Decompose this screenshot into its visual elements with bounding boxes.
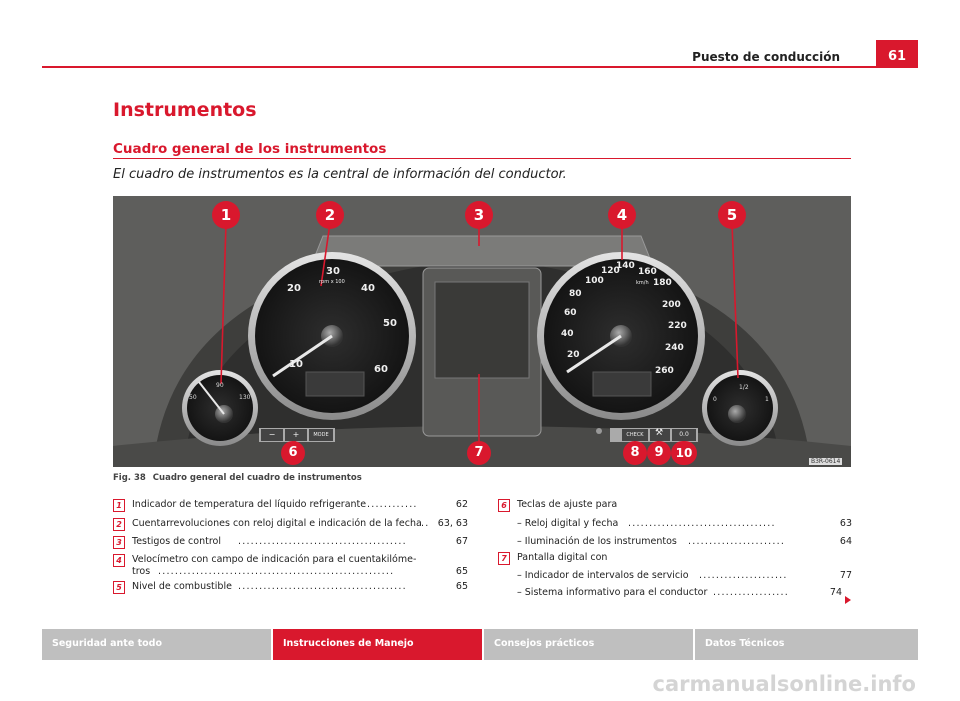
legend-text-4: Velocímetro con campo de indicación para el cuentakilóme- xyxy=(132,554,417,565)
speed-tick-240: 240 xyxy=(665,343,684,353)
legend-badge-1: 1 xyxy=(113,499,125,512)
legend-text-7b: – Sistema informativo para el conductor xyxy=(517,587,708,598)
leader-dots: ....................... xyxy=(688,536,786,547)
legend-badge-5: 5 xyxy=(113,581,125,594)
speedometer-dial xyxy=(557,258,697,388)
speed-tick-100: 100 xyxy=(585,276,604,286)
caption-text: Cuadro general del cuadro de instrumentos xyxy=(152,473,362,483)
figure-caption xyxy=(113,473,362,483)
speed-tick-120: 120 xyxy=(601,266,620,276)
instrument-cluster-figure xyxy=(113,196,851,467)
legend-text-1: Indicador de temperatura del líquido refrigerante xyxy=(132,499,367,510)
caption-label: Fig. 38 xyxy=(113,473,146,483)
speed-unit: km/h xyxy=(636,280,649,286)
legend-page-3: 67 xyxy=(455,536,468,547)
temp-gauge-dial xyxy=(189,382,253,412)
speed-tick-20: 20 xyxy=(567,350,580,360)
temp-tick-90: 90 xyxy=(216,382,224,389)
legend-badge-4: 4 xyxy=(113,554,125,567)
legend-page-1: 62 xyxy=(455,499,468,510)
leader-dots: .. xyxy=(421,518,430,529)
leader-dots: ................................... xyxy=(628,518,776,529)
tab-datos[interactable]: Datos Técnicos xyxy=(695,629,918,660)
speed-tick-180: 180 xyxy=(653,278,672,288)
legend-page-6b: 64 xyxy=(839,536,852,547)
legend-page-2: 63, 63 xyxy=(437,518,468,529)
figure-code: B3R-0614 xyxy=(811,458,841,465)
speed-tick-40: 40 xyxy=(561,329,574,339)
speed-tick-160: 160 xyxy=(638,267,657,277)
speed-tick-200: 200 xyxy=(662,300,681,310)
leader-dots: .................. xyxy=(713,587,789,598)
legend-page-7a: 77 xyxy=(839,570,852,581)
callout-5: 5 xyxy=(718,201,746,229)
speed-tick-140: 140 xyxy=(616,261,635,271)
subtitle-rule xyxy=(113,158,851,159)
speed-tick-80: 80 xyxy=(569,289,582,299)
tach-tick-50: 50 xyxy=(383,318,397,329)
wrench-icon: ⚒ xyxy=(655,428,664,438)
page-number: 61 xyxy=(876,40,918,68)
fuel-tick-half: 1/2 xyxy=(739,384,749,391)
tach-tick-10: 10 xyxy=(289,359,303,370)
watermark: carmanualsonline.info xyxy=(652,672,916,696)
tach-tick-40: 40 xyxy=(361,283,375,294)
legend-text-3: Testigos de control xyxy=(132,536,221,547)
section-title: Puesto de conducción xyxy=(692,50,840,64)
callout-4: 4 xyxy=(608,201,636,229)
speed-tick-60: 60 xyxy=(564,308,577,318)
reset-button[interactable]: 0.0 xyxy=(672,429,696,441)
temp-tick-50: 50 xyxy=(189,394,197,401)
mode-button[interactable]: MODE xyxy=(309,429,333,441)
leader-dots: ........................................................ xyxy=(158,566,395,577)
legend-badge-7: 7 xyxy=(498,552,510,565)
minus-button[interactable]: − xyxy=(261,429,283,441)
legend-text-6a: – Reloj digital y fecha xyxy=(517,518,619,529)
callout-6: 6 xyxy=(281,441,305,465)
legend-page-7b: 74 xyxy=(829,587,842,598)
legend-text-6b: – Iluminación de los instrumentos xyxy=(517,536,677,547)
tach-tick-60: 60 xyxy=(374,364,388,375)
leader-dots: ........................................ xyxy=(238,581,407,592)
section-subtitle: Cuadro general de los instrumentos xyxy=(113,141,387,157)
legend-text-6: Teclas de ajuste para xyxy=(517,499,618,510)
instrument-cluster-illustration xyxy=(113,196,851,467)
legend-badge-6: 6 xyxy=(498,499,510,512)
leader-dots: ............ xyxy=(367,499,418,510)
legend-text-2: Cuentarrevoluciones con reloj digital e indicación de la fecha xyxy=(132,518,422,529)
tach-unit: rpm x 100 xyxy=(319,279,345,285)
legend-text-4b: tros xyxy=(132,566,151,577)
legend-text-7a: – Indicador de intervalos de servicio xyxy=(517,570,689,581)
callout-1: 1 xyxy=(212,201,240,229)
legend-badge-2: 2 xyxy=(113,518,125,531)
legend-page-5: 65 xyxy=(455,581,468,592)
speed-tick-220: 220 xyxy=(668,321,687,331)
plus-button[interactable]: + xyxy=(285,429,307,441)
check-button[interactable]: CHECK xyxy=(622,429,648,441)
continue-arrow-icon xyxy=(842,589,851,608)
tab-instrucciones[interactable]: Instrucciones de Manejo xyxy=(273,629,482,660)
service-button[interactable] xyxy=(650,429,670,441)
legend-badge-3: 3 xyxy=(113,536,125,549)
tab-seguridad[interactable]: Seguridad ante todo xyxy=(42,629,271,660)
callout-9: 9 xyxy=(647,441,671,465)
callout-7: 7 xyxy=(467,441,491,465)
legend-page-4: 65 xyxy=(455,566,468,577)
fuel-gauge-dial xyxy=(711,382,775,412)
legend-text-7: Pantalla digital con xyxy=(517,552,608,563)
tab-consejos[interactable]: Consejos prácticos xyxy=(484,629,693,660)
page-title: Instrumentos xyxy=(113,99,257,121)
intro-text: El cuadro de instrumentos es la central de información del conductor. xyxy=(113,167,567,182)
leader-dots: ........................................ xyxy=(238,536,407,547)
tachometer-dial xyxy=(276,266,397,398)
callout-10: 10 xyxy=(671,441,697,465)
legend-text-5: Nivel de combustible xyxy=(132,581,232,592)
leader-dots: ..................... xyxy=(699,570,788,581)
temp-tick-130: 130 xyxy=(239,394,251,401)
callout-2: 2 xyxy=(316,201,344,229)
fuel-tick-1: 1 xyxy=(765,396,769,403)
legend-page-6a: 63 xyxy=(839,518,852,529)
tach-tick-30: 30 xyxy=(326,266,340,277)
callout-3: 3 xyxy=(465,201,493,229)
speed-tick-260: 260 xyxy=(655,366,674,376)
header-rule xyxy=(42,66,918,68)
tach-tick-20: 20 xyxy=(287,283,301,294)
fuel-tick-0: 0 xyxy=(713,396,717,403)
callout-8: 8 xyxy=(623,441,647,465)
